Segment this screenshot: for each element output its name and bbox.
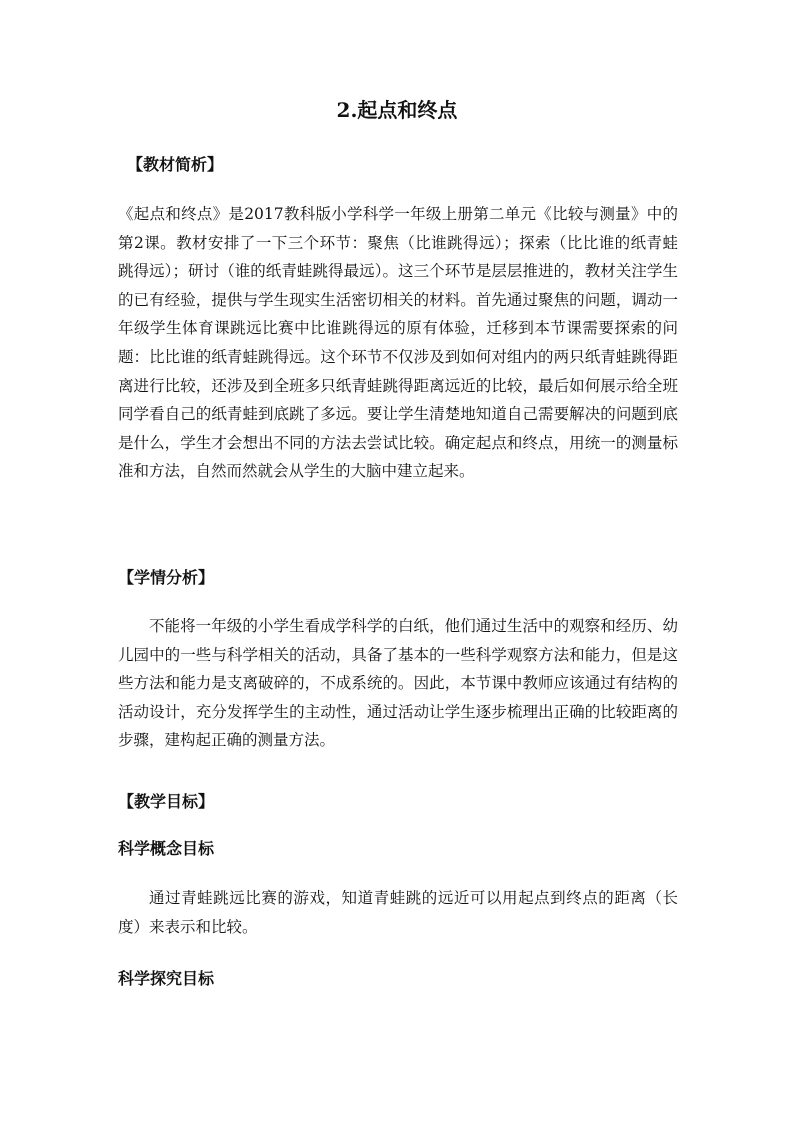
textbook-analysis-paragraph: 《起点和终点》是2017教科版小学科学一年级上册第二单元《比较与测量》中的第2课。教材安排了一下三个环节：聚焦（比谁跳得远）；探索（比比谁的纸青蛙跳得远）；研讨（谁的纸青蛙跳得最远）。这三个环节是层层推进的，教材关注学生的已有经验，提供与学生现实生活密切相关的材料。首先通过聚焦的问题，调动一年级学生体育课跳远比赛中比谁跳得远的原有体验，迁移到本节课需要探索的问题：比比谁的纸青蛙跳得远。这个环节不仅涉及到如何对组内的两只纸青蛙跳得距离进行比较，还涉及到全班多只纸青蛙跳得距离远近的比较，最后如何展示给全班同学看自己的纸青蛙到底跳了多远。要让学生清楚地知道自己需要解决的问题到底是什么，学生才会想出不同的方法去尝试比较。确定起点和终点，用统一的测量标准和方法，自然而然就会从学生的大脑中建立起来。 [118, 205, 678, 481]
section-heading-textbook-analysis: 【教材简析】 [127, 155, 224, 174]
section-heading-teaching-goals: 【教学目标】 [118, 792, 215, 811]
subheading-science-concept-goal: 科学概念目标 [118, 839, 215, 858]
student-analysis-paragraph: 不能将一年级的小学生看成学科学的白纸，他们通过生活中的观察和经历、幼儿园中的一些与科学相关的活动，具备了基本的一些科学观察方法和能力，但是这些方法和能力是支离破碎的，不成系统的。因此，本节课中教师应该通过有结构的活动设计，充分发挥学生的主动性，通过活动让学生逐步梳理出正确的比较距离的步骤，建构起正确的测量方法。 [118, 617, 678, 750]
subheading-science-inquiry-goal: 科学探究目标 [118, 969, 215, 988]
science-concept-goal-paragraph: 通过青蛙跳远比赛的游戏，知道青蛙跳的远近可以用起点到终点的距离（长度）来表示和比较。 [118, 889, 678, 936]
section-heading-student-analysis: 【学情分析】 [118, 568, 215, 587]
document-title: 2.起点和终点 [336, 98, 458, 122]
